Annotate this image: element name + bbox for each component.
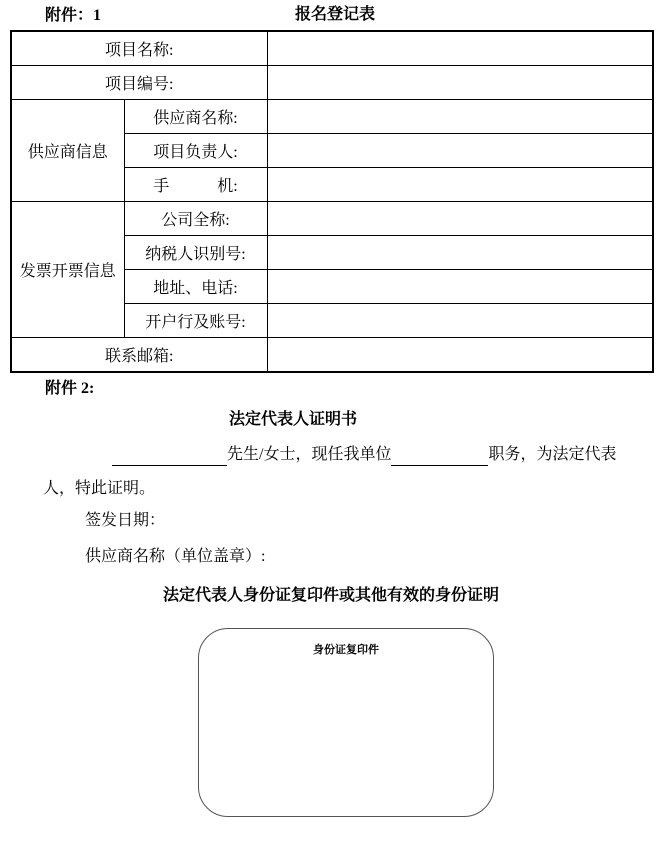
- project-name-value-cell[interactable]: [267, 31, 653, 66]
- supplier-name-label: 供应商名称:: [124, 100, 267, 134]
- taxpayer-id-label: 纳税人识别号:: [124, 236, 267, 270]
- contact-email-label: 联系邮箱:: [11, 338, 267, 373]
- table-row: [11, 31, 653, 66]
- certificate-title: 法定代表人证明书: [228, 411, 357, 428]
- address-phone-value-cell[interactable]: [267, 270, 653, 304]
- project-number-value-cell[interactable]: [267, 66, 653, 100]
- supplier-name-value-cell[interactable]: [267, 100, 653, 134]
- project-manager-label: 项目负责人:: [124, 134, 267, 168]
- position-blank-field[interactable]: [391, 447, 488, 466]
- id-copy-box[interactable]: [198, 628, 494, 817]
- project-number-label: 项目编号:: [11, 66, 267, 100]
- certificate-paragraph-line2: 人，特此证明。: [43, 480, 156, 497]
- registration-table: [10, 30, 654, 373]
- taxpayer-id-value-cell[interactable]: [267, 236, 653, 270]
- bank-account-label: 开户行及账号:: [124, 304, 267, 338]
- id-box-label: 身份证复印件: [313, 644, 379, 656]
- attachment1-label: 附件：1: [45, 7, 102, 24]
- mobile-label: 手 机:: [124, 168, 267, 202]
- certificate-text-1: 先生/女士，现任我单位: [227, 446, 392, 463]
- name-blank-field[interactable]: [112, 447, 227, 466]
- certificate-text-2: 职务，为法定代表: [488, 446, 617, 463]
- table-row: [11, 66, 653, 100]
- issue-date-label: 签发日期：: [85, 512, 166, 529]
- id-section-title: 法定代表人身份证复印件或其他有效的身份证明: [162, 587, 499, 604]
- attachment2-label: 附件 2:: [45, 380, 95, 397]
- invoice-group-label: 发票开票信息: [11, 202, 124, 338]
- address-phone-label: 地址、电话:: [124, 270, 267, 304]
- table-row: [11, 338, 653, 373]
- certificate-paragraph-line1: [112, 444, 616, 466]
- project-name-label: 项目名称:: [11, 31, 267, 66]
- contact-email-value-cell[interactable]: [267, 338, 653, 373]
- company-full-name-label: 公司全称:: [124, 202, 267, 236]
- mobile-value-cell[interactable]: [267, 168, 653, 202]
- bank-account-value-cell[interactable]: [267, 304, 653, 338]
- supplier-group-label: 供应商信息: [11, 100, 124, 202]
- form-title: 报名登记表: [294, 6, 375, 23]
- table-row: [11, 100, 653, 134]
- table-row: [11, 202, 653, 236]
- supplier-seal-label: 供应商名称（单位盖章）:: [85, 548, 266, 565]
- project-manager-value-cell[interactable]: [267, 134, 653, 168]
- company-full-name-value-cell[interactable]: [267, 202, 653, 236]
